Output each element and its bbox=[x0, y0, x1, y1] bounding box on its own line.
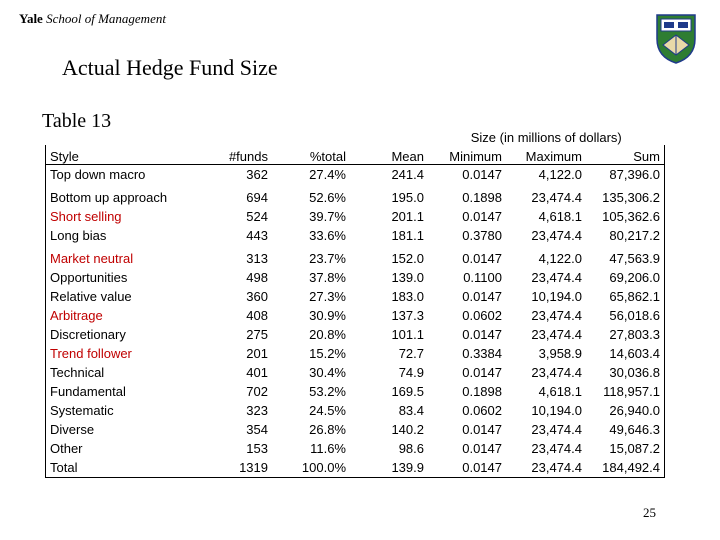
value-cell: 20.8% bbox=[309, 327, 346, 342]
table-row bbox=[46, 439, 665, 458]
group-header-row bbox=[46, 126, 665, 145]
value-cell: 23.7% bbox=[309, 251, 346, 266]
style-cell: Diverse bbox=[46, 420, 205, 439]
value-cell: 14,603.4 bbox=[586, 344, 665, 363]
style-cell: Short selling bbox=[46, 207, 205, 226]
table-row bbox=[46, 382, 665, 401]
page-number: 25 bbox=[643, 505, 656, 520]
value-cell: 10,194.0 bbox=[531, 403, 582, 418]
value-cell: 0.0147 bbox=[462, 251, 502, 266]
table-row bbox=[46, 325, 665, 344]
yale-shield-icon bbox=[655, 13, 697, 65]
table-row bbox=[46, 344, 665, 363]
style-cell: Arbitrage bbox=[46, 306, 205, 325]
value-cell: 354 bbox=[246, 422, 268, 437]
value-cell: 241.4 bbox=[391, 167, 424, 182]
table-row bbox=[46, 268, 665, 287]
value-cell: 23,474.4 bbox=[531, 308, 582, 323]
value-cell: 702 bbox=[246, 384, 268, 399]
value-cell: 80,217.2 bbox=[586, 226, 665, 245]
value-cell: 0.0147 bbox=[462, 167, 502, 182]
value-cell: 56,018.6 bbox=[586, 306, 665, 325]
value-cell: 498 bbox=[246, 270, 268, 285]
value-cell: 98.6 bbox=[398, 441, 424, 456]
value-cell: 524 bbox=[246, 209, 268, 224]
value-cell: 23,474.4 bbox=[531, 441, 582, 456]
value-cell: 24.5% bbox=[309, 403, 346, 418]
style-cell: Market neutral bbox=[46, 245, 205, 268]
column-header: Style bbox=[46, 145, 205, 165]
value-cell: 87,396.0 bbox=[586, 165, 665, 185]
value-cell: 26,940.0 bbox=[586, 401, 665, 420]
table-row bbox=[46, 207, 665, 226]
value-cell: 0.3780 bbox=[462, 228, 502, 243]
value-cell: 139.9 bbox=[350, 458, 428, 478]
value-cell: 69,206.0 bbox=[586, 268, 665, 287]
value-cell: 27.3% bbox=[309, 289, 346, 304]
value-cell: 23,474.4 bbox=[531, 327, 582, 342]
value-cell: 49,646.3 bbox=[586, 420, 665, 439]
value-cell: 11.6% bbox=[310, 441, 346, 456]
value-cell: 83.4 bbox=[398, 403, 424, 418]
column-header: Mean bbox=[350, 145, 428, 165]
value-cell: 10,194.0 bbox=[531, 289, 582, 304]
value-cell: 30.4% bbox=[309, 365, 346, 380]
style-cell: Discretionary bbox=[46, 325, 205, 344]
header-school: School of Management bbox=[46, 11, 166, 26]
value-cell: 152.0 bbox=[391, 251, 424, 266]
style-cell: Systematic bbox=[46, 401, 205, 420]
table-row bbox=[46, 401, 665, 420]
value-cell: 27,803.3 bbox=[586, 325, 665, 344]
value-cell: 0.1898 bbox=[462, 190, 502, 205]
style-cell: Trend follower bbox=[46, 344, 205, 363]
value-cell: 72.7 bbox=[398, 346, 424, 361]
column-header: %total bbox=[272, 145, 350, 165]
value-cell: 105,362.6 bbox=[586, 207, 665, 226]
value-cell: 135,306.2 bbox=[586, 184, 665, 207]
style-cell: Fundamental bbox=[46, 382, 205, 401]
value-cell: 323 bbox=[246, 403, 268, 418]
value-cell: 313 bbox=[246, 251, 268, 266]
value-cell: 0.0147 bbox=[462, 209, 502, 224]
value-cell: 0.0147 bbox=[462, 422, 502, 437]
value-cell: 0.0147 bbox=[428, 458, 506, 478]
value-cell: 275 bbox=[246, 327, 268, 342]
value-cell: 39.7% bbox=[309, 209, 346, 224]
column-header: #funds bbox=[204, 145, 272, 165]
table-row bbox=[46, 420, 665, 439]
table-row bbox=[46, 363, 665, 382]
column-header: Sum bbox=[586, 145, 665, 165]
table-caption: Table 13 bbox=[42, 110, 112, 132]
value-cell: 201.1 bbox=[391, 209, 424, 224]
style-cell: Technical bbox=[46, 363, 205, 382]
value-cell: 15,087.2 bbox=[586, 439, 665, 458]
value-cell: 694 bbox=[246, 190, 268, 205]
table-row bbox=[46, 184, 665, 207]
value-cell: 37.8% bbox=[309, 270, 346, 285]
style-cell: Other bbox=[46, 439, 205, 458]
table-row bbox=[46, 306, 665, 325]
value-cell: 0.0147 bbox=[462, 441, 502, 456]
value-cell: 137.3 bbox=[391, 308, 424, 323]
value-cell: 0.0602 bbox=[462, 403, 502, 418]
value-cell: 181.1 bbox=[391, 228, 424, 243]
value-cell: 4,618.1 bbox=[538, 209, 582, 224]
table-row bbox=[46, 287, 665, 306]
value-cell: 4,122.0 bbox=[538, 251, 582, 266]
value-cell: 0.0147 bbox=[462, 289, 502, 304]
table-row bbox=[46, 226, 665, 245]
page-title: Actual Hedge Fund Size bbox=[62, 55, 278, 80]
value-cell: 0.0147 bbox=[462, 327, 502, 342]
size-group-header: Size (in millions of dollars) bbox=[470, 130, 622, 145]
value-cell: 118,957.1 bbox=[586, 382, 665, 401]
value-cell: 52.6% bbox=[309, 190, 346, 205]
table-row bbox=[46, 458, 665, 478]
value-cell: 0.1100 bbox=[463, 270, 502, 285]
value-cell: 23,474.4 bbox=[531, 228, 582, 243]
value-cell: 26.8% bbox=[309, 422, 346, 437]
value-cell: 153 bbox=[246, 441, 268, 456]
value-cell: 100.0% bbox=[272, 458, 350, 478]
value-cell: 0.3384 bbox=[462, 346, 502, 361]
value-cell: 47,563.9 bbox=[586, 245, 665, 268]
value-cell: 33.6% bbox=[309, 228, 346, 243]
value-cell: 0.0602 bbox=[462, 308, 502, 323]
value-cell: 0.1898 bbox=[462, 384, 502, 399]
value-cell: 360 bbox=[246, 289, 268, 304]
value-cell: 3,958.9 bbox=[538, 346, 582, 361]
header-yale: Yale bbox=[19, 11, 43, 26]
column-header-row bbox=[46, 145, 665, 165]
style-cell: Bottom up approach bbox=[46, 184, 205, 207]
value-cell: 23,474.4 bbox=[531, 190, 582, 205]
value-cell: 30.9% bbox=[309, 308, 346, 323]
value-cell: 139.0 bbox=[391, 270, 424, 285]
value-cell: 195.0 bbox=[391, 190, 424, 205]
value-cell: 15.2% bbox=[309, 346, 346, 361]
hedge-fund-size-table bbox=[45, 126, 665, 478]
value-cell: 1319 bbox=[204, 458, 272, 478]
value-cell: 443 bbox=[246, 228, 268, 243]
value-cell: 74.9 bbox=[398, 365, 424, 380]
value-cell: 0.0147 bbox=[462, 365, 502, 380]
value-cell: 169.5 bbox=[391, 384, 424, 399]
value-cell: 201 bbox=[246, 346, 268, 361]
column-header: Maximum bbox=[506, 145, 586, 165]
value-cell: 362 bbox=[246, 167, 268, 182]
value-cell: 23,474.4 bbox=[531, 270, 582, 285]
style-cell: Opportunities bbox=[46, 268, 205, 287]
value-cell: 184,492.4 bbox=[586, 458, 665, 478]
value-cell: 53.2% bbox=[309, 384, 346, 399]
value-cell: 140.2 bbox=[391, 422, 424, 437]
value-cell: 4,618.1 bbox=[538, 384, 582, 399]
value-cell: 27.4% bbox=[309, 167, 346, 182]
value-cell: 65,862.1 bbox=[586, 287, 665, 306]
value-cell: 4,122.0 bbox=[538, 167, 582, 182]
column-header: Minimum bbox=[428, 145, 506, 165]
style-cell: Relative value bbox=[46, 287, 205, 306]
value-cell: 23,474.4 bbox=[506, 458, 586, 478]
style-cell: Long bias bbox=[46, 226, 205, 245]
value-cell: 23,474.4 bbox=[531, 365, 582, 380]
value-cell: 30,036.8 bbox=[586, 363, 665, 382]
slide-header bbox=[19, 11, 166, 27]
style-cell: Top down macro bbox=[46, 165, 205, 185]
value-cell: 23,474.4 bbox=[531, 422, 582, 437]
value-cell: 408 bbox=[246, 308, 268, 323]
table-row bbox=[46, 245, 665, 268]
value-cell: 101.1 bbox=[391, 327, 424, 342]
value-cell: 401 bbox=[246, 365, 268, 380]
value-cell: 183.0 bbox=[391, 289, 424, 304]
table-row bbox=[46, 165, 665, 185]
style-cell: Total bbox=[46, 458, 205, 478]
